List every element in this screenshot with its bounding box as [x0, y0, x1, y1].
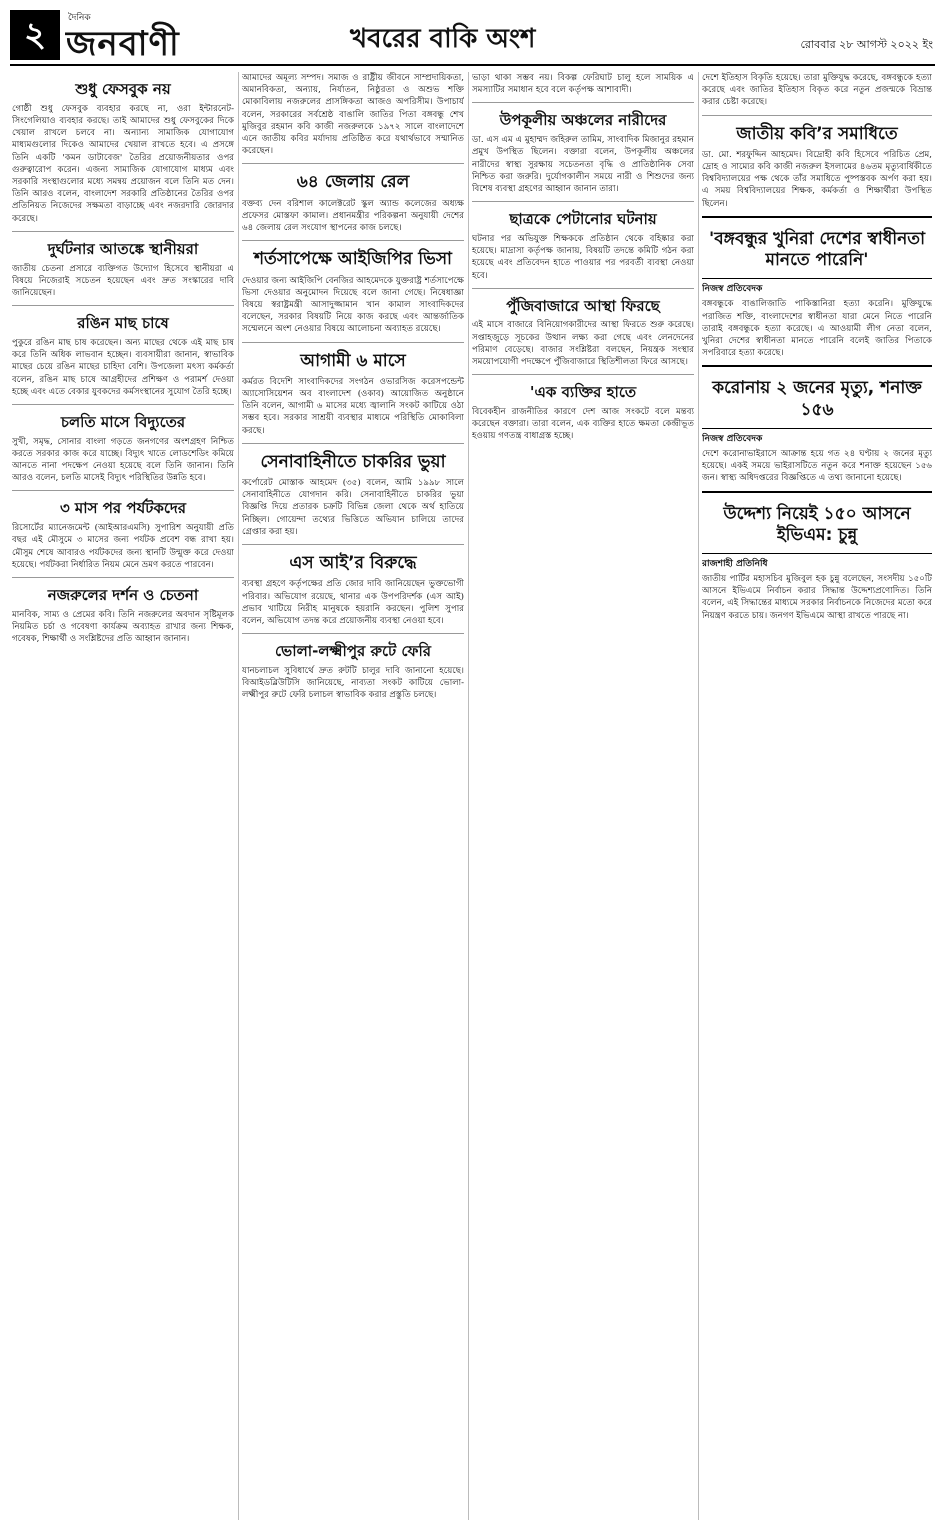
article-headline: করোনায় ২ জনের মৃত্যু, শনাক্ত ১৫৬	[712, 378, 922, 420]
article-headline: শুধু ফেসবুক নয়	[75, 80, 171, 98]
column-3	[472, 72, 694, 1520]
article	[472, 111, 694, 195]
article-body: পুকুরে রঙিন মাছ চাষ করেছেন। অন্য মাছের থেকে এই মাছ চাষ করে তিনি অধিক লাভবান হচ্ছেন। ব্যবসায়ীরা জানান, স্বাভাবিক মাছের চেয়ে রঙিন মাছের চাহিদা বেশি। উপজেলা মৎস্য কর্মকর্তা বলেন, রঙিন মাছ চাষে আগ্রহীদের প্রশিক্ষণ ও পরামর্শ দেওয়া হচ্ছে এবং এতে বেকার যুবকদের কর্মসংস্থানের সুযোগ তৈরি হচ্ছে।	[12, 337, 234, 397]
divider	[12, 577, 234, 578]
dateline: রোববার ২৮ আগস্ট ২০২২ ইং	[800, 38, 933, 51]
article-headline: দুর্ঘটনার আতঙ্কে স্থানীয়রা	[47, 239, 199, 258]
divider	[12, 305, 234, 306]
divider	[702, 115, 932, 116]
column-divider	[468, 72, 469, 1520]
article-headline: সেনাবাহিনীতে চাকরির ভুয়া	[260, 451, 446, 472]
article-body: জাতীয় চেতনা প্রসারে ব্যক্তিগত উদ্যোগ হিসেবে স্থানীয়রা এ বিষয়ে নিজেরাই সচেতন হয়েছেন এবং দ্রুত সংস্কারের দাবি জানিয়েছেন।	[12, 263, 234, 298]
article	[242, 642, 464, 701]
article-headline: ৬৪ জেলায় রেল	[296, 172, 410, 193]
article-body: ডা. মো. শরফুদ্দিন আহমেদ। বিদ্রোহী কবি হিসেবে পরিচিত প্রেম, দ্রোহ ও সাম্যের কবি কাজী নজরুল ইসলামের ৪৬তম মৃত্যুবার্ষিকীতে বিশ্ববিদ্যালয়ের পক্ষ থেকে তাঁর সমাধিতে পুষ্পস্তবক অর্পণ করা হয়। এ সময় বিশ্ববিদ্যালয়ের শিক্ষক, কর্মকর্তা ও শিক্ষার্থীরা উপস্থিত ছিলেন।	[702, 149, 932, 209]
divider	[472, 201, 694, 202]
article	[472, 383, 694, 442]
article	[242, 249, 464, 335]
masthead	[10, 8, 935, 66]
article-body: যানচলাচল সুবিধার্থে দ্রুত রুটটি চালুর দাবি জানানো হয়েছে। বিআইডব্লিউটিসি জানিয়েছে, নাব্যতা সংকট কাটিয়ে ভোলা-লক্ষ্মীপুর রুটে ফেরি চলাচল স্বাভাবিক করার প্রস্তুতি চলছে।	[242, 665, 464, 701]
article-body: ভাড়া থাকা সম্ভব নয়। বিকল্প ফেরিঘাট চালু হলে সাময়িক এ সমস্যাটির সমাধান হবে বলে কর্তৃপক্ষ আশাবাদী।	[472, 73, 694, 96]
brand-name: জনবাণী	[66, 24, 180, 64]
article	[12, 499, 234, 571]
article-body: এই মাসে বাজারে বিনিয়োগকারীদের আস্থা ফিরতে শুরু করেছে। সপ্তাহজুড়ে সূচকের উত্থান লক্ষ্য করা গেছে এবং লেনদেনের পরিমাণ বেড়েছে। বাজার সংশ্লিষ্টরা বলছেন, নিয়ন্ত্রক সংস্থার সময়োপযোগী পদক্ষেপে পুঁজিবাজারে স্থিতিশীলতা ফিরে আসছে।	[472, 320, 694, 368]
article-body: কর্মরত বিদেশি সাংবাদিকদের সংগঠন ওভারসিজ করেসপন্ডেন্ট অ্যাসোসিয়েশন অব বাংলাদেশ (ওকাব) আয়োজিত অনুষ্ঠানে তিনি বলেন, আগামী ৬ মাসের মধ্যে জ্বালানি সংকট কাটিয়ে ওঠা সম্ভব হবে। সরকার সাশ্রয়ী ব্যবস্থার মাধ্যমে পরিস্থিতি মোকাবিলা করছে।	[242, 376, 464, 436]
article-body: বক্তব্য দেন বরিশাল কালেক্টরেট স্কুল অ্যান্ড কলেজের অধ্যক্ষ প্রফেসর মোস্তফা কামাল। প্রধানমন্ত্রীর পরিকল্পনা অনুযায়ী দেশের ৬৪ জেলায় রেল সংযোগ স্থাপনের কাজ চলছে।	[242, 198, 464, 234]
article-body: মানবিক, সাম্য ও প্রেমের কবি। তিনি নজরুলের অবদান সৃষ্টিমূলক নিয়মিত চর্চা ও গবেষণা কার্যক্রম অব্যাহত রাখার জন্য শিক্ষক, গবেষক, শিক্ষার্থী ও সংশ্লিষ্টদের প্রতি আহ্বান জানান।	[12, 609, 234, 645]
article-body: বঙ্গবন্ধুকে বাঙালিজাতি পাকিস্তানিরা হত্যা করেনি। মুক্তিযুদ্ধে পরাজিত শক্তি, বাংলাদেশের স্বাধীনতা যারা মেনে নিতে পারেনি তারাই বঙ্গবন্ধুকে হত্যা করেছে। এ আওয়ামী লীগ নেতা বলেন, খুনিরা দেশের স্বাধীনতা মানতে পারেনি বলেই জাতির পিতাকে সপরিবারে হত্যা করেছে।	[702, 299, 932, 359]
column-2	[242, 72, 464, 1520]
article-body: দেশে করোনাভাইরাসে আক্রান্ত হয়ে গত ২৪ ঘণ্টায় ২ জনের মৃত্যু হয়েছে। একই সময়ে ভাইরাসটিতে নতুন করে শনাক্ত হয়েছেন ১৫৬ জন। স্বাস্থ্য অধিদপ্তরের বিজ্ঞপ্তিতে এ তথ্য জানানো হয়েছে।	[702, 448, 932, 484]
article	[12, 80, 234, 225]
article-headline: শর্তসাপেক্ষে আইজিপির ভিসা	[254, 249, 452, 270]
article	[702, 216, 932, 280]
article	[242, 452, 464, 538]
article	[242, 351, 464, 437]
article-byline: নিজস্ব প্রতিবেদক	[702, 284, 763, 295]
article-headline: চলতি মাসে বিদ্যুতের	[60, 412, 186, 431]
divider	[12, 490, 234, 491]
section-title: খবরের বাকি অংশ	[350, 24, 536, 54]
article-body: জাতীয় পার্টির মহাসচিব মুজিবুল হক চুন্নু বলেছেন, সংসদীয় ১৫০টি আসনে ইভিএমে নির্বাচন করার সিদ্ধান্ত উদ্দেশ্যপ্রণোদিত। তিনি বলেন, এই সিদ্ধান্তের মাধ্যমে সরকার নির্বাচনকে নিজেদের মতো করে নিয়ন্ত্রণ করতে চায়। জনগণ ইভিএমে আস্থা রাখতে পারছে না।	[702, 574, 932, 621]
article-body: দেশে ইতিহাস বিকৃতি হয়েছে। তারা মুক্তিযুদ্ধ করেছে, বঙ্গবন্ধুকে হত্যা করেছে এবং জাতির ইতিহাস বিকৃত করে নতুন প্রজন্মকে বিভ্রান্ত করার চেষ্টা করেছে।	[702, 73, 932, 108]
article	[12, 586, 234, 645]
article-body: কর্পোরেট মোস্তাক আহমেদ (৩৫) বলেন, আমি ১৯৯৮ সালে সেনাবাহিনীতে যোগদান করি। সেনাবাহিনীতে চাকরির ভুয়া বিজ্ঞপ্তি দিয়ে প্রতারক চক্রটি বিভিন্ন জেলা থেকে অর্থ হাতিয়ে নিচ্ছিল। গোয়েন্দা তথ্যের ভিত্তিতে অভিযান চালিয়ে তাদের গ্রেপ্তার করা হয়।	[242, 478, 464, 537]
column-1	[12, 72, 234, 1520]
brand-small: দৈনিক	[68, 13, 91, 23]
article	[12, 240, 234, 299]
article-headline: ভোলা-লক্ষ্মীপুর রুটে ফেরি	[274, 642, 432, 661]
divider	[472, 288, 694, 289]
article-body: সুখী, সমৃদ্ধ, সোনার বাংলা গড়তে জনগণের অংশগ্রহণ নিশ্চিত করতে সরকার কাজ করে যাচ্ছে। বিদ্যুৎ খাতে লোডশেডিং কমিয়ে আনতে নানা পদক্ষেপ নেওয়া হয়েছে বলে তিনি জানান। তিনি আরও বলেন, চলতি মাসেই বিদ্যুৎ পরিস্থিতির উন্নতি হবে।	[12, 436, 234, 484]
article-headline: উদ্দেশ্য নিয়েই ১৫০ আসনে ইভিএম: চুন্নু	[723, 503, 911, 545]
article-headline: জাতীয় কবি’র সমাধিতে	[736, 123, 898, 144]
column-divider	[238, 72, 239, 1520]
divider	[472, 374, 694, 375]
article	[242, 72, 464, 157]
article-headline: এস আই’র বিরুদ্ধে	[289, 553, 417, 574]
divider	[242, 544, 464, 545]
divider	[242, 633, 464, 634]
divider	[242, 240, 464, 241]
divider	[242, 443, 464, 444]
article-headline: 'বঙ্গবন্ধুর খুনিরা দেশের স্বাধীনতা মানতে পারেনি'	[709, 228, 925, 271]
article-body: আমাদের অমূল্য সম্পদ। সমাজ ও রাষ্ট্রীয় জীবনে সাম্প্রদায়িকতা, অমানবিকতা, অন্যায়, নির্যাতন, নিষ্ঠুরতা ও অশুভ শক্তি মোকাবিলায় নজরুলের প্রাসঙ্গিকতা আজও অপরিসীম। উপাচার্য বলেন, সরকারের সর্বশ্রেষ্ঠ বাঙালি জাতির পিতা বঙ্গবন্ধু শেখ মুজিবুর রহমান কবি কাজী নজরুলকে ১৯৭২ সালে বাংলাদেশে এনে জাতীয় কবির মর্যাদায় প্রতিষ্ঠিত করে যথার্থভাবে সম্মানিত করেছেন।	[242, 73, 464, 157]
article-headline: রঙিন মাছ চাষে	[77, 314, 169, 333]
article	[702, 124, 932, 210]
article-byline: রাজশাহী প্রতিনিধি	[702, 559, 768, 569]
column-4	[702, 72, 932, 1520]
page-number: ২	[10, 10, 60, 60]
article-headline: নজরুলের দর্শন ও চেতনা	[47, 586, 199, 605]
article	[472, 210, 694, 282]
divider	[242, 342, 464, 343]
article-body: ব্যবস্থা গ্রহণে কর্তৃপক্ষের প্রতি জোর দাবি জানিয়েছেন ভুক্তভোগী পরিবার। অভিযোগ রয়েছে, থানার এক উপপরিদর্শক (এস আই) প্রভাব খাটিয়ে নিরীহ মানুষকে হয়রানি করছেন। পুলিশ সুপার বলেন, অভিযোগ তদন্ত করে প্রয়োজনীয় ব্যবস্থা নেওয়া হবে।	[242, 579, 464, 626]
article	[702, 72, 932, 109]
article-headline: ছাত্রকে পেটানোর ঘটনায়	[509, 210, 657, 229]
divider	[242, 163, 464, 164]
article-headline: 'এক ব্যক্তির হাতে	[529, 383, 637, 402]
article	[242, 172, 464, 234]
article-body: বিবেকহীন রাজনীতির কারণে দেশ আজ সংকটে বলে মন্তব্য করেছেন বক্তারা। তারা বলেন, এক ব্যক্তির হাতে ক্ষমতা কেন্দ্রীভূত হওয়ায় গণতন্ত্র বাধাগ্রস্ত হচ্ছে।	[472, 407, 694, 442]
article-headline: পুঁজিবাজারে আস্থা ফিরছে	[506, 296, 660, 315]
article	[242, 553, 464, 627]
article-body: রিসোর্টের ম্যানেজমেন্ট (আইআরএমসি) সুপারিশ অনুযায়ী প্রতি বছর এই মৌসুমে ৩ মাসের জন্য পর্যটক প্রবেশ বন্ধ রাখা হয়। মৌসুম শেষে আবারও পর্যটকদের জন্য স্থানটি উন্মুক্ত করে দেওয়া হয়েছে। পর্যটকরা নির্ধারিত নিয়ম মেনে ভ্রমণ করতে পারবেন।	[12, 523, 234, 570]
article-headline: উপকূলীয় অঞ্চলের নারীদের	[499, 111, 667, 130]
divider	[12, 404, 234, 405]
divider	[472, 102, 694, 103]
article	[12, 314, 234, 398]
article	[702, 365, 932, 429]
article-body: গোষ্ঠী শুধু ফেসবুক ব্যবহার করছে না, ওরা ইন্টারনেট-সিংগেলিয়াও ব্যবহার করছে। তাই আমাদের শুধু ফেসবুকের দিকে খেয়াল রাখলে চলবে না। অন্যান্য সামাজিক যোগাযোগ মাধ্যমগুলোর দিকেও আমাদের খেয়াল রাখতে হবে। এ প্রসঙ্গে তিনি একটি 'কমন ডাটাবেজ' তৈরির প্রয়োজনীয়তার ওপর গুরুত্বারোপ করেন। এজন্য সামাজিক যোগাযোগ মাধ্যম এবং সরকারি সংস্থাগুলোর মধ্যে সমন্বয় প্রয়োজন বলে তিনি মত দেন। তিনি আরও বলেন, বাংলাদেশ সরকারি প্রতিষ্ঠানের তৈরির ওপর প্রতিনিয়ত নিজেদের সক্ষমতা বাড়াচ্ছে এবং নজরদারি জোরদার করেছে।	[12, 103, 234, 224]
article-body: ঘটনার পর অভিযুক্ত শিক্ষককে প্রতিষ্ঠান থেকে বহিষ্কার করা হয়েছে। মাদ্রাসা কর্তৃপক্ষ জানায়, বিষয়টি তদন্তে কমিটি গঠন করা হয়েছে এবং প্রতিবেদন হাতে পাওয়ার পর পরবর্তী ব্যবস্থা নেওয়া হবে।	[472, 233, 694, 281]
article	[472, 72, 694, 96]
article-byline: নিজস্ব প্রতিবেদক	[702, 433, 763, 444]
article-body: ডা. এস এম এ মুহাম্মদ জহিরুল তামিম, সাংবাদিক মিজানুর রহমান প্রমুখ উপস্থিত ছিলেন। বক্তারা বলেন, উপকূলীয় অঞ্চলের নারীদের স্বাস্থ্য সুরক্ষায় সচেতনতা বৃদ্ধি ও প্রাতিষ্ঠানিক সেবা নিশ্চিত করা জরুরি। দুর্যোগকালীন সময়ে নারী ও শিশুদের জন্য বিশেষ ব্যবস্থা গ্রহণের আহ্বান জানান তারা।	[472, 135, 694, 194]
article-headline: ৩ মাস পর পর্যটকদের	[59, 499, 187, 518]
article	[472, 297, 694, 369]
column-divider	[698, 72, 699, 1520]
article	[702, 491, 932, 555]
divider	[12, 231, 234, 232]
article-headline: আগামী ৬ মাসে	[300, 350, 406, 371]
article	[12, 413, 234, 485]
article-body: দেওয়ার জন্য আইজিপি বেনজির আহমেদকে যুক্তরাষ্ট্র শর্তসাপেক্ষে ভিসা দেওয়ার অনুমোদন দিয়েছে বলে জানা গেছে। নিষেধাজ্ঞা বিষয়ে স্বরাষ্ট্রমন্ত্রী আসাদুজ্জামান খান কামাল সাংবাদিকদের বলেছেন, সরকার বিষয়টি নিয়ে কাজ করছে এবং আন্তর্জাতিক সম্মেলনে অংশ নেওয়ার বিষয়ে আলোচনা অব্যাহত রয়েছে।	[242, 275, 464, 335]
